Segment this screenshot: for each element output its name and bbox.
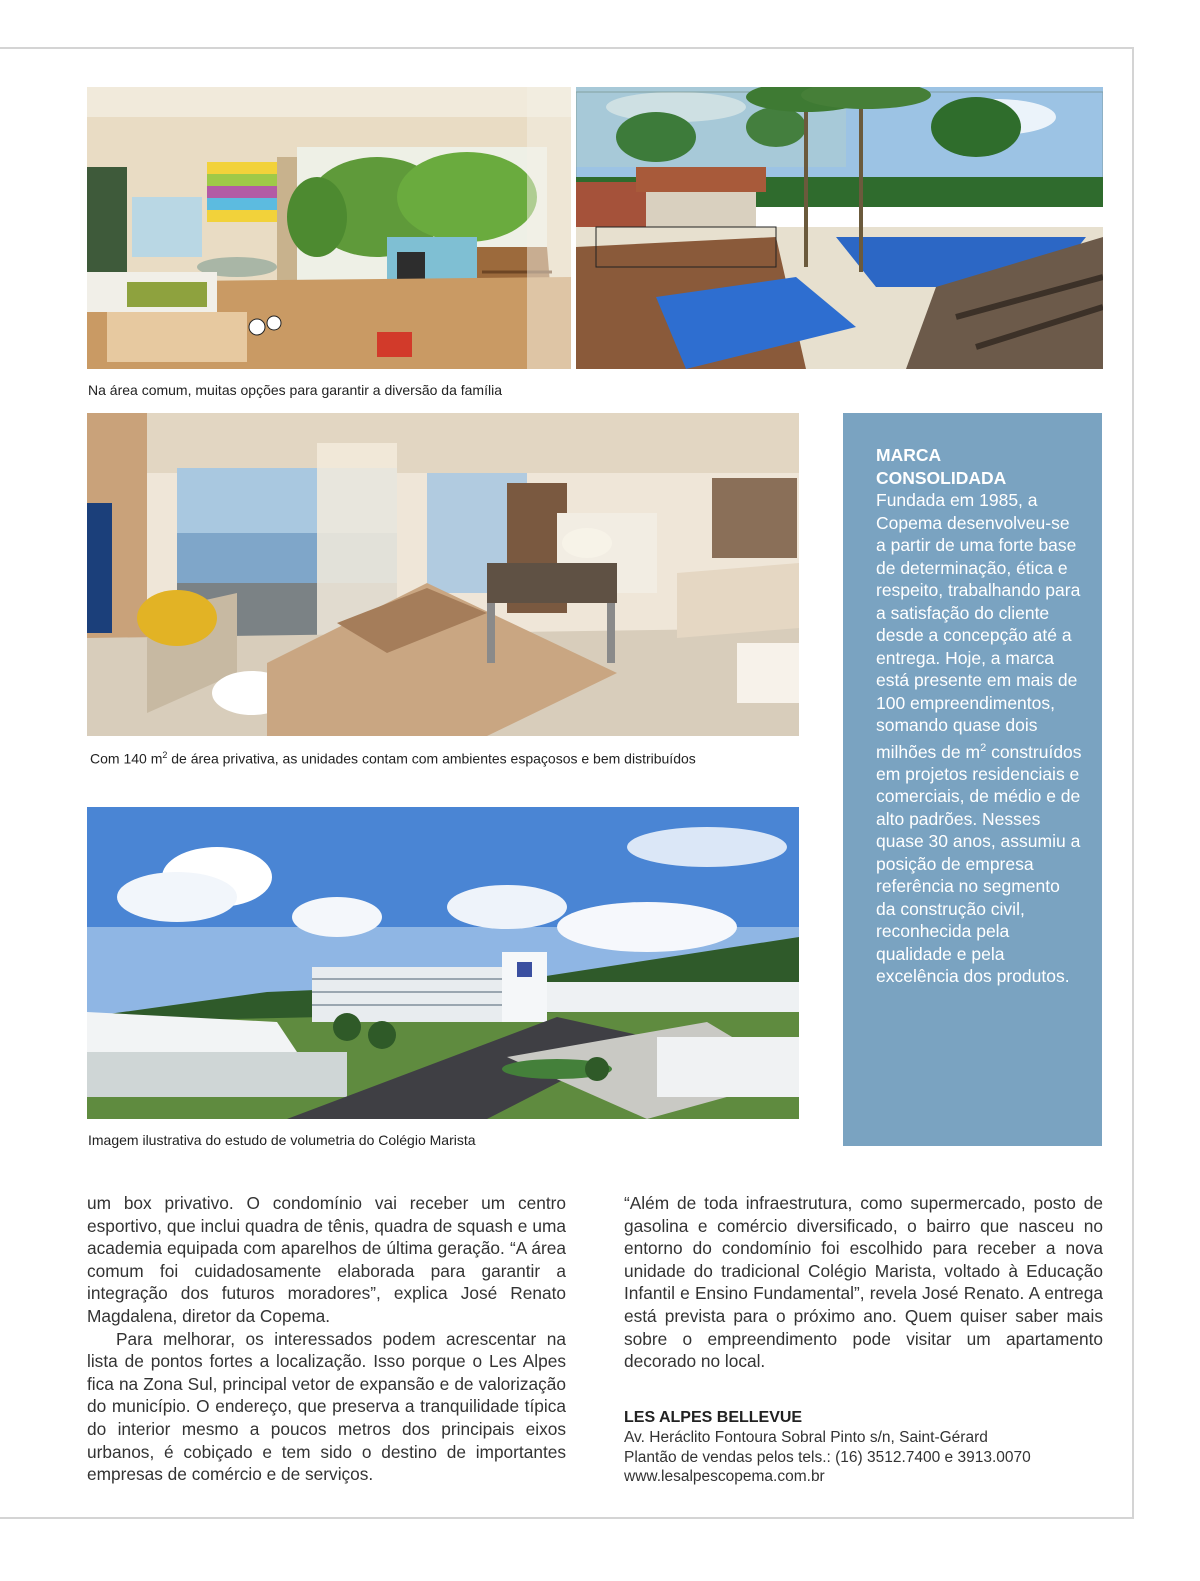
property-address: Av. Heráclito Fontoura Sobral Pinto s/n, Saint-Gérard <box>624 1429 988 1446</box>
article-paragraph: um box privativo. O condomínio vai receber um centro esportivo, que inclui quadra de tênis, quadra de squash e uma academia equipada com aparelhos de última geração. “A área comum foi cuidadosamente elaborada para garantir a integração dos futuros moradores”, explica José Renato Magdalena, diretor da Copema. <box>87 1193 566 1326</box>
sidebar-body: Fundada em 1985, a Copema desenvolveu-se a partir de uma forte base de determinação, ética e respeito, trabalhando para a satisfação do cliente desde a concepção até a entrega. Hoje, a marca está presente em mais de 100 empreendimentos, somando quase dois milhões de $m^2$ construídos em projetos residenciais e comerciais, de médio e de alto padrões. Nesses quase 30 anos, assumiu a posição de empresa referência no segmento da construção civil, reconhecida pela qualidade e pela excelência dos produtos. <box>876 490 1082 987</box>
article-right-column <box>624 1192 1103 1373</box>
school-photo <box>87 807 799 1119</box>
article-paragraph: “Além de toda infraestrutura, como supermercado, posto de gasolina e comércio diversificado, o bairro que nasceu no entorno do condomínio foi escolhido para receber a nova unidade do tradicional Colégio Marista, voltado à Educação Infantil e Ensino Fundamental”, revela José Renato. A entrega está prevista para o próximo ano. Quem quiser saber mais sobre o empreendimento pode visitar um apartamento decorado no local. <box>624 1193 1103 1372</box>
property-phones: Plantão de vendas pelos tels.: (16) 3512.7400 e 3913.0070 <box>624 1448 1031 1466</box>
living-room-photo <box>87 413 799 736</box>
article-paragraph: Para melhorar, os interessados podem acrescentar na lista de pontos fortes a localização. Isso porque o Les Alpes fica na Zona Sul, principal vetor de expansão e de valorização do município. O endereço, que preserva a tranquilidade típica do interior mesmo a poucos metros dos principais eixos urbanos, é cobiçado e tem sido o destino de importantes empresas de comércio e de serviços. <box>87 1328 566 1485</box>
sidebar-title: MARCA CONSOLIDADA <box>876 445 1007 488</box>
property-website[interactable]: www.lesalpescopema.com.br <box>624 1468 825 1485</box>
page-border-bottom <box>0 1517 1134 1519</box>
pool-photo <box>576 87 1103 369</box>
leisure-caption: Na área comum, muitas opções para garantir a diversão da família <box>88 382 502 398</box>
property-name: LES ALPES BELLEVUE <box>624 1409 803 1426</box>
playroom-photo <box>87 87 571 369</box>
school-caption: Imagem ilustrativa do estudo de volumetria do Colégio Marista <box>88 1132 476 1148</box>
property-info <box>624 1408 1094 1487</box>
article-left-column <box>87 1192 566 1486</box>
page-border-right <box>1132 47 1134 1519</box>
page-border-top <box>0 47 1134 49</box>
brand-sidebar <box>843 413 1102 1146</box>
living-caption: Com 140 $m^2$ de área privativa, as unidades contam com ambientes espaçosos e bem distribuídos <box>90 750 696 767</box>
